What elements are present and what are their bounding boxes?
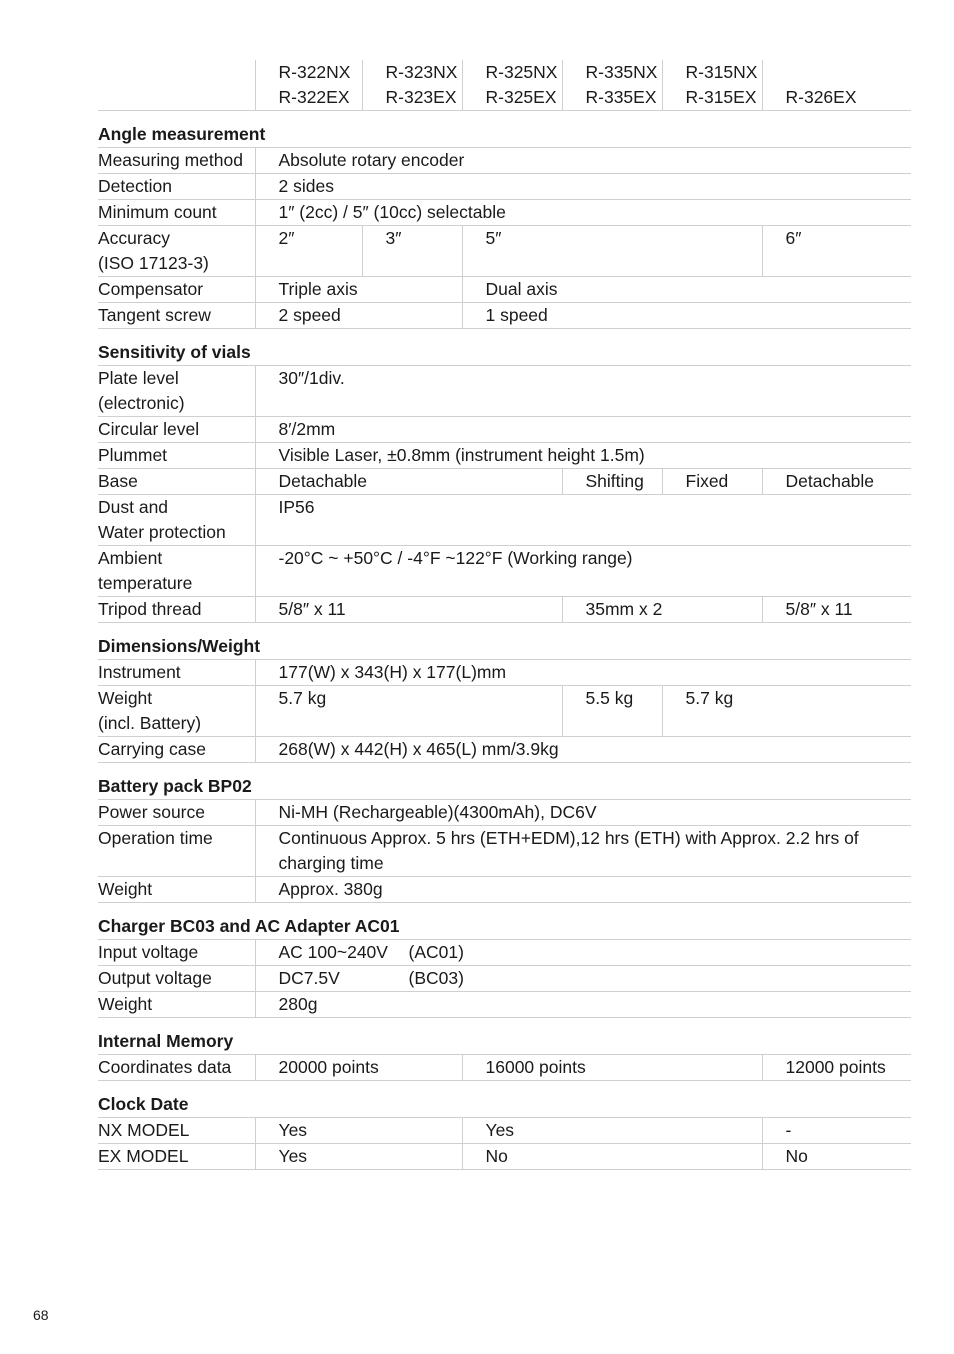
row-label: Tangent screw [98, 303, 255, 329]
row-value: No [462, 1144, 762, 1170]
row-value: 30″/1div. [255, 366, 911, 417]
spec-sheet [98, 60, 911, 1170]
model-col-335: R-335NX R-335EX [562, 60, 662, 111]
row-value: 20000 points [255, 1055, 462, 1081]
row-carrying-case [98, 737, 911, 763]
row-tangent-screw [98, 303, 911, 329]
row-coordinates-data [98, 1055, 911, 1081]
row-value: 5.7 kg [662, 686, 911, 737]
row-value: Triple axis [255, 277, 462, 303]
row-base [98, 469, 911, 495]
spec-table [98, 60, 911, 1170]
row-value: No [762, 1144, 911, 1170]
row-power-source [98, 800, 911, 826]
row-nx-model [98, 1118, 911, 1144]
row-value: AC 100~240V (AC01) [255, 940, 911, 966]
row-detection [98, 174, 911, 200]
model-header-row [98, 60, 911, 111]
row-value: Dual axis [462, 277, 911, 303]
section-angle [98, 111, 911, 148]
row-value: 8′/2mm [255, 417, 911, 443]
row-label: NX MODEL [98, 1118, 255, 1144]
row-label: Input voltage [98, 940, 255, 966]
row-tripod-thread [98, 597, 911, 623]
section-dimensions [98, 623, 911, 660]
row-value: 268(W) x 442(H) x 465(L) mm/3.9kg [255, 737, 911, 763]
row-compensator [98, 277, 911, 303]
row-label: Operation time [98, 826, 255, 877]
row-ex-model [98, 1144, 911, 1170]
section-title: Angle measurement [98, 111, 911, 148]
row-label: Weight [98, 877, 255, 903]
section-vials [98, 329, 911, 366]
row-label: Base [98, 469, 255, 495]
row-circular-level [98, 417, 911, 443]
row-value: Yes [255, 1118, 462, 1144]
row-label: Detection [98, 174, 255, 200]
section-title: Battery pack BP02 [98, 763, 911, 800]
row-value: Detachable [255, 469, 562, 495]
section-title: Sensitivity of vials [98, 329, 911, 366]
row-value: -20°C ~ +50°C / -4°F ~122°F (Working range) [255, 546, 911, 597]
section-battery [98, 763, 911, 800]
row-value: 5/8″ x 11 [255, 597, 562, 623]
row-value: 280g [255, 992, 911, 1018]
row-label: Weight (incl. Battery) [98, 686, 255, 737]
row-value: - [762, 1118, 911, 1144]
section-title: Clock Date [98, 1081, 911, 1118]
row-weight [98, 686, 911, 737]
row-label: Minimum count [98, 200, 255, 226]
section-title: Charger BC03 and AC Adapter AC01 [98, 903, 911, 940]
row-value: 2″ [255, 226, 362, 277]
row-value: 12000 points [762, 1055, 911, 1081]
row-value: Shifting [562, 469, 662, 495]
row-value: 35mm x 2 [562, 597, 762, 623]
row-dust-water [98, 495, 911, 546]
row-label: Weight [98, 992, 255, 1018]
section-title: Internal Memory [98, 1018, 911, 1055]
row-value: 177(W) x 343(H) x 177(L)mm [255, 660, 911, 686]
row-plummet [98, 443, 911, 469]
row-value: Approx. 380g [255, 877, 911, 903]
row-output-voltage [98, 966, 911, 992]
row-label: Circular level [98, 417, 255, 443]
row-plate-level [98, 366, 911, 417]
row-measuring-method [98, 148, 911, 174]
row-label: Tripod thread [98, 597, 255, 623]
row-value: Ni-MH (Rechargeable)(4300mAh), DC6V [255, 800, 911, 826]
model-col-326: R-326EX [762, 60, 911, 111]
row-label: Plummet [98, 443, 255, 469]
row-minimum-count [98, 200, 911, 226]
row-value: Absolute rotary encoder [255, 148, 911, 174]
row-label: Instrument [98, 660, 255, 686]
model-col-323: R-323NX R-323EX [362, 60, 462, 111]
row-ambient-temperature [98, 546, 911, 597]
row-operation-time [98, 826, 911, 877]
row-value: 3″ [362, 226, 462, 277]
row-value: 2 speed [255, 303, 462, 329]
row-value: 5″ [462, 226, 762, 277]
row-label: EX MODEL [98, 1144, 255, 1170]
row-value: Fixed [662, 469, 762, 495]
row-value: 6″ [762, 226, 911, 277]
row-label: Power source [98, 800, 255, 826]
row-label: Plate level (electronic) [98, 366, 255, 417]
row-label: Measuring method [98, 148, 255, 174]
section-title: Dimensions/Weight [98, 623, 911, 660]
row-label: Accuracy (ISO 17123-3) [98, 226, 255, 277]
section-charger [98, 903, 911, 940]
row-value: 2 sides [255, 174, 911, 200]
model-col-315: R-315NX R-315EX [662, 60, 762, 111]
row-charger-weight [98, 992, 911, 1018]
row-value: 5.5 kg [562, 686, 662, 737]
page-number: 68 [33, 1307, 49, 1323]
row-value: 16000 points [462, 1055, 762, 1081]
row-value: IP56 [255, 495, 911, 546]
section-clock [98, 1081, 911, 1118]
row-value: Yes [462, 1118, 762, 1144]
row-instrument [98, 660, 911, 686]
row-value: 5.7 kg [255, 686, 562, 737]
row-label: Dust and Water protection [98, 495, 255, 546]
row-value: 1 speed [462, 303, 911, 329]
row-battery-weight [98, 877, 911, 903]
row-value: Detachable [762, 469, 911, 495]
row-value: DC7.5V (BC03) [255, 966, 911, 992]
row-value: 5/8″ x 11 [762, 597, 911, 623]
section-memory [98, 1018, 911, 1055]
row-value: Visible Laser, ±0.8mm (instrument height 1.5m) [255, 443, 911, 469]
model-col-322: R-322NX R-322EX [255, 60, 362, 111]
row-label: Ambient temperature [98, 546, 255, 597]
row-value: 1″ (2cc) / 5″ (10cc) selectable [255, 200, 911, 226]
row-value: Continuous Approx. 5 hrs (ETH+EDM),12 hrs (ETH) with Approx. 2.2 hrs of charging time [255, 826, 911, 877]
row-accuracy [98, 226, 911, 277]
row-label: Output voltage [98, 966, 255, 992]
row-input-voltage [98, 940, 911, 966]
model-col-325: R-325NX R-325EX [462, 60, 562, 111]
row-label: Carrying case [98, 737, 255, 763]
row-label: Compensator [98, 277, 255, 303]
row-value: Yes [255, 1144, 462, 1170]
row-label: Coordinates data [98, 1055, 255, 1081]
